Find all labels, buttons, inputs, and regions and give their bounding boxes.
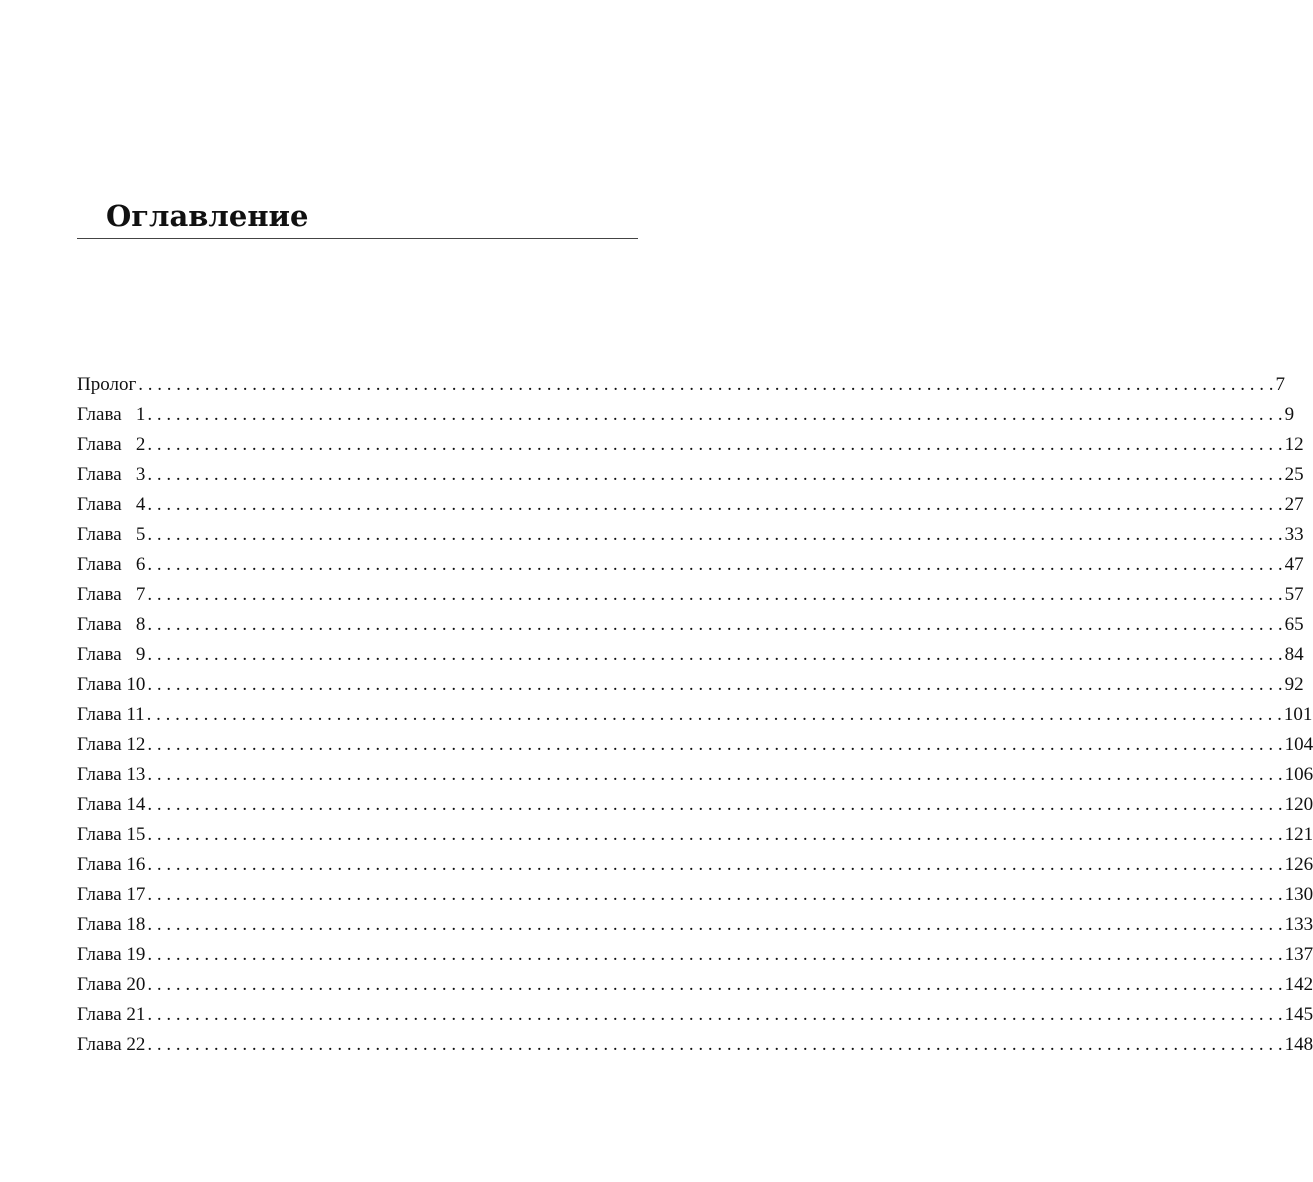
toc-entry-page-number: 137 — [1284, 944, 1313, 965]
toc-entry-page-number: 104 — [1284, 734, 1313, 755]
toc-entry-page-number: 12 — [1284, 434, 1304, 455]
dot-leader: . . . . . . . . . . . . . . . . . . . . . . . . . . . . . . . . . . . . . . . . . . . . . . . . . . . . . . . . . . . . . . . . . . . . . . . . . . . . . . . . . . . . . . . . . . . . . . . . . . . . . . . . . . . . . . . . . . . . . . . . — [147, 614, 1283, 635]
toc-entry[interactable] — [77, 760, 1313, 790]
toc-entry-page-number: 145 — [1284, 1004, 1313, 1025]
toc-entry-label: Глава 12 — [77, 734, 146, 755]
toc-entry-page-number: 84 — [1284, 644, 1304, 665]
table-of-contents — [77, 370, 1313, 1060]
toc-entry-page-number: 57 — [1284, 584, 1304, 605]
toc-entry[interactable] — [77, 370, 1285, 400]
dot-leader: . . . . . . . . . . . . . . . . . . . . . . . . . . . . . . . . . . . . . . . . . . . . . . . . . . . . . . . . . . . . . . . . . . . . . . . . . . . . . . . . . . . . . . . . . . . . . . . . . . . . . . . . . . . . . . . . . . . . . . . . — [147, 1034, 1283, 1055]
toc-entry[interactable] — [77, 940, 1313, 970]
toc-entry-page-number: 92 — [1284, 674, 1304, 695]
dot-leader: . . . . . . . . . . . . . . . . . . . . . . . . . . . . . . . . . . . . . . . . . . . . . . . . . . . . . . . . . . . . . . . . . . . . . . . . . . . . . . . . . . . . . . . . . . . . . . . . . . . . . . . . . . . . . . . . . . . . . . . . — [147, 884, 1283, 905]
toc-entry[interactable] — [77, 850, 1313, 880]
toc-entry-label: Глава 21 — [77, 1004, 146, 1025]
toc-entry-page-number: 142 — [1284, 974, 1313, 995]
toc-entry[interactable] — [77, 700, 1313, 730]
dot-leader: . . . . . . . . . . . . . . . . . . . . . . . . . . . . . . . . . . . . . . . . . . . . . . . . . . . . . . . . . . . . . . . . . . . . . . . . . . . . . . . . . . . . . . . . . . . . . . . . . . . . . . . . . . . . . . . . . . . . . . . . — [147, 524, 1283, 545]
toc-entry-label: Глава 7 — [77, 584, 146, 605]
toc-entry[interactable] — [77, 430, 1304, 460]
toc-entry[interactable] — [77, 730, 1313, 760]
toc-entry-page-number: 65 — [1284, 614, 1304, 635]
dot-leader: . . . . . . . . . . . . . . . . . . . . . . . . . . . . . . . . . . . . . . . . . . . . . . . . . . . . . . . . . . . . . . . . . . . . . . . . . . . . . . . . . . . . . . . . . . . . . . . . . . . . . . . . . . . . . . . . . . . . . . . . — [147, 974, 1283, 995]
dot-leader: . . . . . . . . . . . . . . . . . . . . . . . . . . . . . . . . . . . . . . . . . . . . . . . . . . . . . . . . . . . . . . . . . . . . . . . . . . . . . . . . . . . . . . . . . . . . . . . . . . . . . . . . . . . . . . . . . . . . . . . . — [147, 1004, 1283, 1025]
toc-entry-label: Глава 18 — [77, 914, 146, 935]
page-title: Оглавление — [106, 199, 309, 233]
toc-entry[interactable] — [77, 490, 1304, 520]
dot-leader: . . . . . . . . . . . . . . . . . . . . . . . . . . . . . . . . . . . . . . . . . . . . . . . . . . . . . . . . . . . . . . . . . . . . . . . . . . . . . . . . . . . . . . . . . . . . . . . . . . . . . . . . . . . . . . . . . . . . . . . . — [147, 434, 1283, 455]
dot-leader: . . . . . . . . . . . . . . . . . . . . . . . . . . . . . . . . . . . . . . . . . . . . . . . . . . . . . . . . . . . . . . . . . . . . . . . . . . . . . . . . . . . . . . . . . . . . . . . . . . . . . . . . . . . . . . . . . . . . . . . . — [147, 644, 1283, 665]
toc-entry[interactable] — [77, 820, 1313, 850]
toc-entry-page-number: 121 — [1284, 824, 1313, 845]
dot-leader: . . . . . . . . . . . . . . . . . . . . . . . . . . . . . . . . . . . . . . . . . . . . . . . . . . . . . . . . . . . . . . . . . . . . . . . . . . . . . . . . . . . . . . . . . . . . . . . . . . . . . . . . . . . . . . . . . . . . . . . . — [147, 494, 1283, 515]
dot-leader: . . . . . . . . . . . . . . . . . . . . . . . . . . . . . . . . . . . . . . . . . . . . . . . . . . . . . . . . . . . . . . . . . . . . . . . . . . . . . . . . . . . . . . . . . . . . . . . . . . . . . . . . . . . . . . . . . . . . . . . . — [147, 554, 1283, 575]
toc-entry-page-number: 101 — [1283, 704, 1313, 725]
toc-entry-label: Глава 15 — [77, 824, 146, 845]
toc-entry-label: Глава 6 — [77, 554, 146, 575]
toc-entry-label: Глава 5 — [77, 524, 146, 545]
toc-entry[interactable] — [77, 520, 1304, 550]
toc-entry-label: Глава 17 — [77, 884, 146, 905]
toc-entry[interactable] — [77, 670, 1304, 700]
toc-entry-label: Глава 2 — [77, 434, 146, 455]
toc-entry-page-number: 120 — [1284, 794, 1313, 815]
toc-entry-label: Глава 9 — [77, 644, 146, 665]
dot-leader: . . . . . . . . . . . . . . . . . . . . . . . . . . . . . . . . . . . . . . . . . . . . . . . . . . . . . . . . . . . . . . . . . . . . . . . . . . . . . . . . . . . . . . . . . . . . . . . . . . . . . . . . . . . . . . . . . . . . . . . . — [147, 584, 1283, 605]
dot-leader: . . . . . . . . . . . . . . . . . . . . . . . . . . . . . . . . . . . . . . . . . . . . . . . . . . . . . . . . . . . . . . . . . . . . . . . . . . . . . . . . . . . . . . . . . . . . . . . . . . . . . . . . . . . . . . . . . . . . . . . . — [146, 704, 1282, 725]
dot-leader: . . . . . . . . . . . . . . . . . . . . . . . . . . . . . . . . . . . . . . . . . . . . . . . . . . . . . . . . . . . . . . . . . . . . . . . . . . . . . . . . . . . . . . . . . . . . . . . . . . . . . . . . . . . . . . . . . . . . . . . . — [147, 914, 1283, 935]
dot-leader: . . . . . . . . . . . . . . . . . . . . . . . . . . . . . . . . . . . . . . . . . . . . . . . . . . . . . . . . . . . . . . . . . . . . . . . . . . . . . . . . . . . . . . . . . . . . . . . . . . . . . . . . . . . . . . . . . . . . . . . . — [147, 674, 1283, 695]
toc-entry[interactable] — [77, 580, 1304, 610]
dot-leader: . . . . . . . . . . . . . . . . . . . . . . . . . . . . . . . . . . . . . . . . . . . . . . . . . . . . . . . . . . . . . . . . . . . . . . . . . . . . . . . . . . . . . . . . . . . . . . . . . . . . . . . . . . . . . . . . . . . . . . . . — [147, 794, 1283, 815]
toc-entry-page-number: 33 — [1284, 524, 1304, 545]
toc-entry-page-number: 126 — [1284, 854, 1313, 875]
dot-leader: . . . . . . . . . . . . . . . . . . . . . . . . . . . . . . . . . . . . . . . . . . . . . . . . . . . . . . . . . . . . . . . . . . . . . . . . . . . . . . . . . . . . . . . . . . . . . . . . . . . . . . . . . . . . . . . . . . . . . . . . — [147, 944, 1283, 965]
toc-entry[interactable] — [77, 790, 1313, 820]
dot-leader: . . . . . . . . . . . . . . . . . . . . . . . . . . . . . . . . . . . . . . . . . . . . . . . . . . . . . . . . . . . . . . . . . . . . . . . . . . . . . . . . . . . . . . . . . . . . . . . . . . . . . . . . . . . . . . . . . . . . . . . . — [147, 404, 1283, 425]
toc-entry-label: Глава 14 — [77, 794, 146, 815]
toc-entry-label: Глава 10 — [77, 674, 146, 695]
toc-entry-label: Глава 19 — [77, 944, 146, 965]
toc-entry-page-number: 7 — [1275, 374, 1285, 395]
toc-entry-label: Глава 4 — [77, 494, 146, 515]
toc-entry-page-number: 148 — [1284, 1034, 1313, 1055]
toc-entry[interactable] — [77, 1030, 1313, 1060]
toc-entry-page-number: 25 — [1284, 464, 1304, 485]
toc-entry[interactable] — [77, 460, 1304, 490]
dot-leader: . . . . . . . . . . . . . . . . . . . . . . . . . . . . . . . . . . . . . . . . . . . . . . . . . . . . . . . . . . . . . . . . . . . . . . . . . . . . . . . . . . . . . . . . . . . . . . . . . . . . . . . . . . . . . . . . . . . . . . . . — [147, 854, 1283, 875]
toc-entry-label: Глава 16 — [77, 854, 146, 875]
title-underline — [77, 238, 638, 239]
toc-entry-page-number: 27 — [1284, 494, 1304, 515]
toc-entry-label: Пролог — [77, 374, 137, 395]
toc-entry[interactable] — [77, 1000, 1313, 1030]
toc-entry-page-number: 9 — [1284, 404, 1295, 425]
dot-leader: . . . . . . . . . . . . . . . . . . . . . . . . . . . . . . . . . . . . . . . . . . . . . . . . . . . . . . . . . . . . . . . . . . . . . . . . . . . . . . . . . . . . . . . . . . . . . . . . . . . . . . . . . . . . . . . . . . . . . . . . — [138, 374, 1274, 395]
dot-leader: . . . . . . . . . . . . . . . . . . . . . . . . . . . . . . . . . . . . . . . . . . . . . . . . . . . . . . . . . . . . . . . . . . . . . . . . . . . . . . . . . . . . . . . . . . . . . . . . . . . . . . . . . . . . . . . . . . . . . . . . — [147, 734, 1283, 755]
toc-entry[interactable] — [77, 910, 1313, 940]
toc-entry[interactable] — [77, 970, 1313, 1000]
toc-entry[interactable] — [77, 880, 1313, 910]
toc-entry-page-number: 47 — [1284, 554, 1304, 575]
toc-entry-page-number: 133 — [1284, 914, 1313, 935]
dot-leader: . . . . . . . . . . . . . . . . . . . . . . . . . . . . . . . . . . . . . . . . . . . . . . . . . . . . . . . . . . . . . . . . . . . . . . . . . . . . . . . . . . . . . . . . . . . . . . . . . . . . . . . . . . . . . . . . . . . . . . . . — [147, 764, 1283, 785]
toc-entry[interactable] — [77, 610, 1304, 640]
toc-entry-label: Глава 11 — [77, 704, 145, 725]
dot-leader: . . . . . . . . . . . . . . . . . . . . . . . . . . . . . . . . . . . . . . . . . . . . . . . . . . . . . . . . . . . . . . . . . . . . . . . . . . . . . . . . . . . . . . . . . . . . . . . . . . . . . . . . . . . . . . . . . . . . . . . . — [147, 824, 1283, 845]
toc-entry-label: Глава 13 — [77, 764, 146, 785]
toc-entry[interactable] — [77, 550, 1304, 580]
dot-leader: . . . . . . . . . . . . . . . . . . . . . . . . . . . . . . . . . . . . . . . . . . . . . . . . . . . . . . . . . . . . . . . . . . . . . . . . . . . . . . . . . . . . . . . . . . . . . . . . . . . . . . . . . . . . . . . . . . . . . . . . — [147, 464, 1283, 485]
toc-entry-label: Глава 3 — [77, 464, 146, 485]
toc-entry[interactable] — [77, 400, 1295, 430]
toc-entry-page-number: 106 — [1284, 764, 1313, 785]
toc-entry-label: Глава 1 — [77, 404, 146, 425]
toc-entry-label: Глава 22 — [77, 1034, 146, 1055]
toc-entry-label: Глава 8 — [77, 614, 146, 635]
toc-entry-page-number: 130 — [1284, 884, 1313, 905]
toc-entry-label: Глава 20 — [77, 974, 146, 995]
toc-entry[interactable] — [77, 640, 1304, 670]
